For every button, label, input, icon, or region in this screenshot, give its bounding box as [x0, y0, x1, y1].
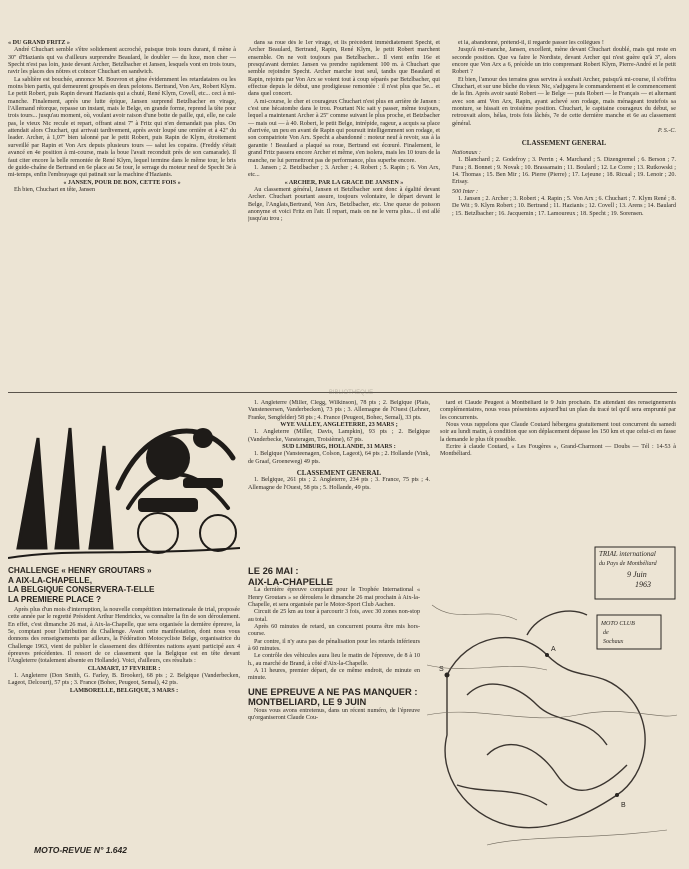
nationaux-label: Nationaux : [452, 149, 481, 156]
classement-general-heading: CLASSEMENT GENERAL [521, 139, 607, 148]
article-column-1 [8, 40, 236, 385]
challenge-title-line-2: A AIX-LA-CHAPELLE, [8, 575, 92, 585]
paragraph: Nous vous avons entretenus, dans un récent numéro, de l'épreuve qu'organiseront Claude Cou- [248, 707, 420, 722]
subheading-du-grand-fritz: « DU GRAND FRITZ » [8, 40, 70, 46]
paragraph: Après 60 minutes de retard, un concurrent pourra être mis hors-course. [248, 623, 420, 638]
paragraph: André Chuchart semble s'être solidement accroché, puisque trois tours durant, il mène à 30'' d'Hazianis qui va d'ailleurs surprendre Beaulard, le doubler — du luxe, mon cher — Specht n'est pas loin, juste devant Archer, Betzlbacher et Jansen, lesquels vont en trois tours, ravir les places des nôtres et coincer Chuchart en sandwich. [8, 47, 236, 76]
aix-column [248, 566, 420, 846]
paragraph: A 11 heures, premier départ, de ce même endroit, de minute en minute. [248, 667, 420, 682]
paragraph: A mi-course, le cher et courageux Chuchart n'est plus en arrière de Jansen : c'est une hécatombe dans le trou. Pourtant Nic sait y passer, même toujours, lequel a maintenant Archer à 25'' comme suivant le plus proche, et Betzbacher — mais oui — à 40. Robert, le petit Belge, intrépide, rageur, a acquis sa place d'arrivée, un peu en avant de Rapin qui poursuit intelligemment son rodage, et son compatriote Von Arx. Specht a abandonné : moteur neuf à revoir, sus à la garantie ! Beaulard a plaqué sa roue, Bertrand est écœuré. Finalement, le grand Fritz passera encore Archer et même, s'en isolera, mais les 10 tours de la manche, ne lui permettront pas de performance, plus superbe encore. [248, 98, 440, 164]
paragraph: 1. Angleterre (Don Smith, G. Farley, B. Brooker), 68 pts ; 2. Belgique (Vanderbecken, Lageot, Delcourt), 57 pts ; 3. France (Bohec, Peugeot, Semal), 42 pts. [8, 673, 240, 687]
aix-date-title: LE 26 MAI : [248, 566, 299, 576]
paragraph: Au classement général, Jansen et Betzlbacher sont donc à égalité devant Archer. Chuchart pourtant assure, toujours volontaire, le départ devant le Belge, l'Anglais,Bertrand, Von Arx, Betzlbacher, etc. Une queue de poisson anonyme et voici Fritz en l'air. Il repart, mais on ne le verra plus... il est allé jusqu'au trou ; [248, 186, 440, 223]
paragraph: La sablière est bouchée, annonce M. Bouvron et gène évidemment les retardataires ou les moins bien partis, qui demeurent groupés en deux pelotons. Bertrand, Von Arx, Robert Klym. Le petit Robert, puis Rapin devant Hazianis qui a chuté, René Klym, Covell, etc... ceci à mi-manche. Finalement, après une lutte épique, Jansen surprend Betzlbacher en virage, l'Allemand rétorque, repasse un instant, mais le Belge, en grande forme, reprend la tête pour trois tours... jusqu'au moment, où, voulant avoir raison d'une botte de paille, qui, elle, ne cale pas, le vieux Nic recule et repart, offrant ainsi 7'' à Fritz qui n'en demandait pas plus. On attendait alors Chuchart, qui arrivait tardivement, après avoir loupé une ornière et à 42'' du leader. Archer, à 1,07'' bien talonné par le petit Robert, puis Rapin de Klym, étroitement surveillé par Rapin et Von Arx depuis plusieurs tours — salut les copains. (Freddy s'était avancé en 4e position à mi-course, mais la boue l'avait reconduit près de son camarade). Il faut citer encore la belle remontée de René Klym, lequel termine dans le même tour, le bris de guide-chaîne de Bertrand en 6e place au 5e tour, le serrage du moteur neuf de Specht 3e à mi-temps, enfin l'embrayage qui patinait sur la machine d'Hazianis. [8, 76, 236, 179]
course-map [427, 545, 677, 851]
paragraph: Et bien, l'amour des terrains gras servira à souhait Archer, puisqu'à mi-course, il s'offrira Chuchart, et sur une bûche du vieux Nic, s'adjugera le commandement et le commencement de la fin. Après avoir sauté Robert — le Belge — puis Robert — le Français — et alternant avec son ami Von Arx, Rapin, ayant achevé son rodage, mais ménageant toutefois sa monture, se hissait en troisième position. Chuchart, le capitaine courageux du début, se retrouvait alors, hélas, trois fois lâchés, 7e de cette dernière manche et 6e au classement général. [452, 76, 676, 127]
paragraph: Circuit de 25 km au tour à parcourir 3 fois, avec 30 zones non-stop au total. [248, 609, 420, 623]
results-column [248, 400, 430, 540]
stamp-text: BIBLIOTHÈQUE [328, 390, 374, 396]
map-club-line-1: MOTO CLUB [601, 621, 635, 627]
map-club-line-2: de [603, 630, 609, 636]
map-point-a: A [551, 646, 556, 653]
subheading-lamborelle: LAMBORELLE, BELGIQUE, 3 MARS : [69, 687, 179, 694]
paragraph: tard et Claude Peugeot à Montbéliard le 9 Juin prochain. En attendant des renseignements complémentaires, nous vous présentons aujourd'hui un plan du tracé tel qu'il sera emprunté par les concurrents. [440, 400, 676, 421]
classement-general-heading: CLASSEMENT GENERAL [296, 469, 382, 478]
signature: P. S.-C. [657, 128, 676, 135]
montbeliard-column [440, 400, 676, 540]
aix-title: AIX-LA-CHAPELLE [248, 575, 333, 587]
challenge-column [8, 566, 240, 841]
paragraph: 1. Angleterre (Miller, Davis, Lampkin), 93 pts ; 2. Belgique (Vanderbecke, Vansteragen, Troisième), 67 pts. [248, 429, 430, 443]
paragraph: 1. Belgique (Vansteenagen, Colson, Lageot), 64 pts ; 2. Hollande (Vink, de Graaf, Groeneweg) 49 pts. [248, 451, 430, 465]
article-column-3 [452, 40, 676, 385]
paragraph: 1. Belgique, 261 pts ; 2. Angleterre, 234 pts ; 3. France, 75 pts ; 4. Allemagne de l'Ouest, 58 pts ; 5. Hollande, 49 pts. [248, 477, 430, 491]
paragraph: dans sa roue dès le 1er virage, et lis précédent immédiatement Specht, et Archer Beaulard, Bertrand, Rapin, René Klym, le petit Robert marchent ensemble. On ne voit toujours pas Betzlbacher... Il vient enfin 16e et presqu'avant dernier. Jansen va prendre rapidement 100 m. à Chuchart que semble rejoindre Specht. Archer marche tout seul, tandis que Beaulard et Rapin, rejoints par Von Arx se voient tout à coup séparés par Betzlbacher, qui effectue depuis le début, une prodigieuse remontée : il n'est plus que 5e... et dans quel concert. [248, 40, 440, 98]
subheading-sud-limburg: SUD LIMBURG, HOLLANDE, 31 MARS : [282, 444, 396, 451]
challenge-title-line-4: LA PREMIERE PLACE ? [8, 594, 101, 604]
paragraph: La dernière épreuve comptant pour le Trophée International « Henry Groutars » se déroulera le dimanche 26 mai prochain à Aix-la-Chapelle, et sera organisée par le Motor-Sport Club Aachen. [248, 587, 420, 608]
inter-results: 1. Jansen ; 2. Archer ; 3. Robert ; 4. Rapin ; 5. Von Arx ; 6. Chuchart ; 7. Klym René ; 8. De Wit ; 9. Klym Robert ; 10. Bertrand ; 11. Hazianis ; 12. Covell ; 13. Arens ; 14. Baulard ; 15. Betzlbacher ; 16. Jacquemin ; 17. Lamoureux ; 18. Specht ; 19. Sorensen. [452, 195, 676, 217]
paragraph: Après plus d'un mois d'interruption, la nouvelle compétition internationale de trial, proposée cette année par le regretté Président Arthur Hendrickx, va connaître la fin de son déroulement. En effet, c'est dimanche 26 mai, à Aix-la-Chapelle, que sera organisée la dernière épreuve, la 5e, comptant pour l'attribution du Challenge. Avant cette manifestation, dont nous vous donnons des renseignements par ailleurs, la Fédération Motocycliste Belge, organisatrice du Challenge 1963, vient de publier le classement des différentes nations ayant participé aux 4 épreuves précédentes. Il ressort de ce classement que la Belgique est en tête devant l'Angleterre (totalement absente en Hollande). Voici, d'ailleurs, ces résultats : [8, 607, 240, 665]
paragraph: Par contre, il n'y aura pas de pénalisation pour les retards inférieurs à 60 minutes. [248, 638, 420, 652]
paragraph: Jusqu'à mi-manche, Jansen, excellent, mène devant Chuchart doublé, mais qui reste en seconde position. Que va faire le Nordiste, devant Archer qui n'est guère qu'à 3'', alors encore que Von Arx a 6, précède un trio comprenant Robert Klym, Pierre-André et le petit Robert ? [452, 47, 676, 76]
map-point-b: B [621, 802, 626, 809]
map-start-label: S [439, 666, 444, 673]
paragraph: et là, abandonné, prétend-il, il regarde passer les collègues ! [458, 40, 604, 46]
page-footer: MOTO-REVUE N° 1.642 [34, 845, 127, 855]
article-column-2 [248, 40, 440, 385]
result-line: 1. Jansen ; 2. Betzlbacher ; 3. Archer ; 4. Robert ; 5. Rapin ; 6. Von Arx, etc... [248, 164, 440, 179]
paragraph: Le contrôle des véhicules aura lieu le matin de l'épreuve, de 8 à 10 h., au marché de Brand, à côté d'Aix-la-Chapelle. [248, 653, 420, 667]
inter-label: 500 Inter : [452, 188, 479, 195]
montbeliard-title-1: UNE EPREUVE A NE PAS MANQUER : [248, 685, 418, 697]
challenge-title-line-1: CHALLENGE « HENRY GROUTARS » [8, 566, 152, 575]
paragraph: Nous vous rappelons que Claude Coutard hébergera gratuitement tout concurrent du samedi soir au lundi matin, à condition que son déplacement dépasse les 150 km et que celui-ci en fasse la demande le plus tôt possible. [440, 422, 676, 443]
subheading-jansen: « JANSEN, POUR DE BON, CETTE FOIS » [63, 179, 181, 186]
montbeliard-title-2: MONTBELIARD, LE 9 JUIN [248, 696, 367, 708]
paragraph: Eh bien, Chuchart en tête, Jansen [14, 186, 96, 193]
map-title-line-1: TRIAL international [599, 550, 656, 558]
challenge-title-line-3: LA BELGIQUE CONSERVERA-T-ELLE [8, 585, 155, 594]
map-date-year: 1963 [635, 580, 651, 589]
map-date-day: 9 Juin [627, 570, 647, 579]
subheading-clamart: CLAMART, 17 FEVRIER : [87, 665, 161, 672]
map-club-line-3: Sochaux [603, 639, 624, 645]
subheading-archer: « ARCHER, PAR LA GRACE DE JANSEN » [284, 179, 404, 186]
nationaux-results: 1. Blanchard ; 2. Godefroy ; 3. Perrin ; 4. Marchand ; 5. Dizengremel ; 6. Berson ; 7. Fura ; 8. Bonnet ; 9. Novak ; 10. Brassamain ; 11. Boulard ; 12. Le Corre ; 13. Rutkowski ; 14. Thomas ; 15. Ben Mir ; 16. Pierre (Pierre) ; 17. Lejeune ; 18. Ricual ; 19. Lenoir ; 20. Erisay. [452, 157, 676, 186]
paragraph: Ecrire à claude Coutard, « Les Fougères », Grand-Charmont — Doubs — Tél : 14-53 à Montbéliard. [440, 444, 676, 458]
subheading-wye-valley: WYE VALLEY, ANGLETERRE, 23 MARS ; [280, 422, 398, 429]
map-title-line-2: du Pays de Montbéliard [599, 561, 657, 567]
paragraph: 1. Angleterre (Miller, Clegg, Wilkinson), 78 pts ; 2. Belgique (Plais, Vansteneersen, Vanderbecken), 73 pts ; 3. Allemagne de l'Ouest (Lehner, Franke, Sengfelder) 58 pts ; 4. France (Peugeot, Bohec, Semal), 33 pts. [248, 400, 430, 421]
trial-rider-illustration [8, 398, 240, 560]
